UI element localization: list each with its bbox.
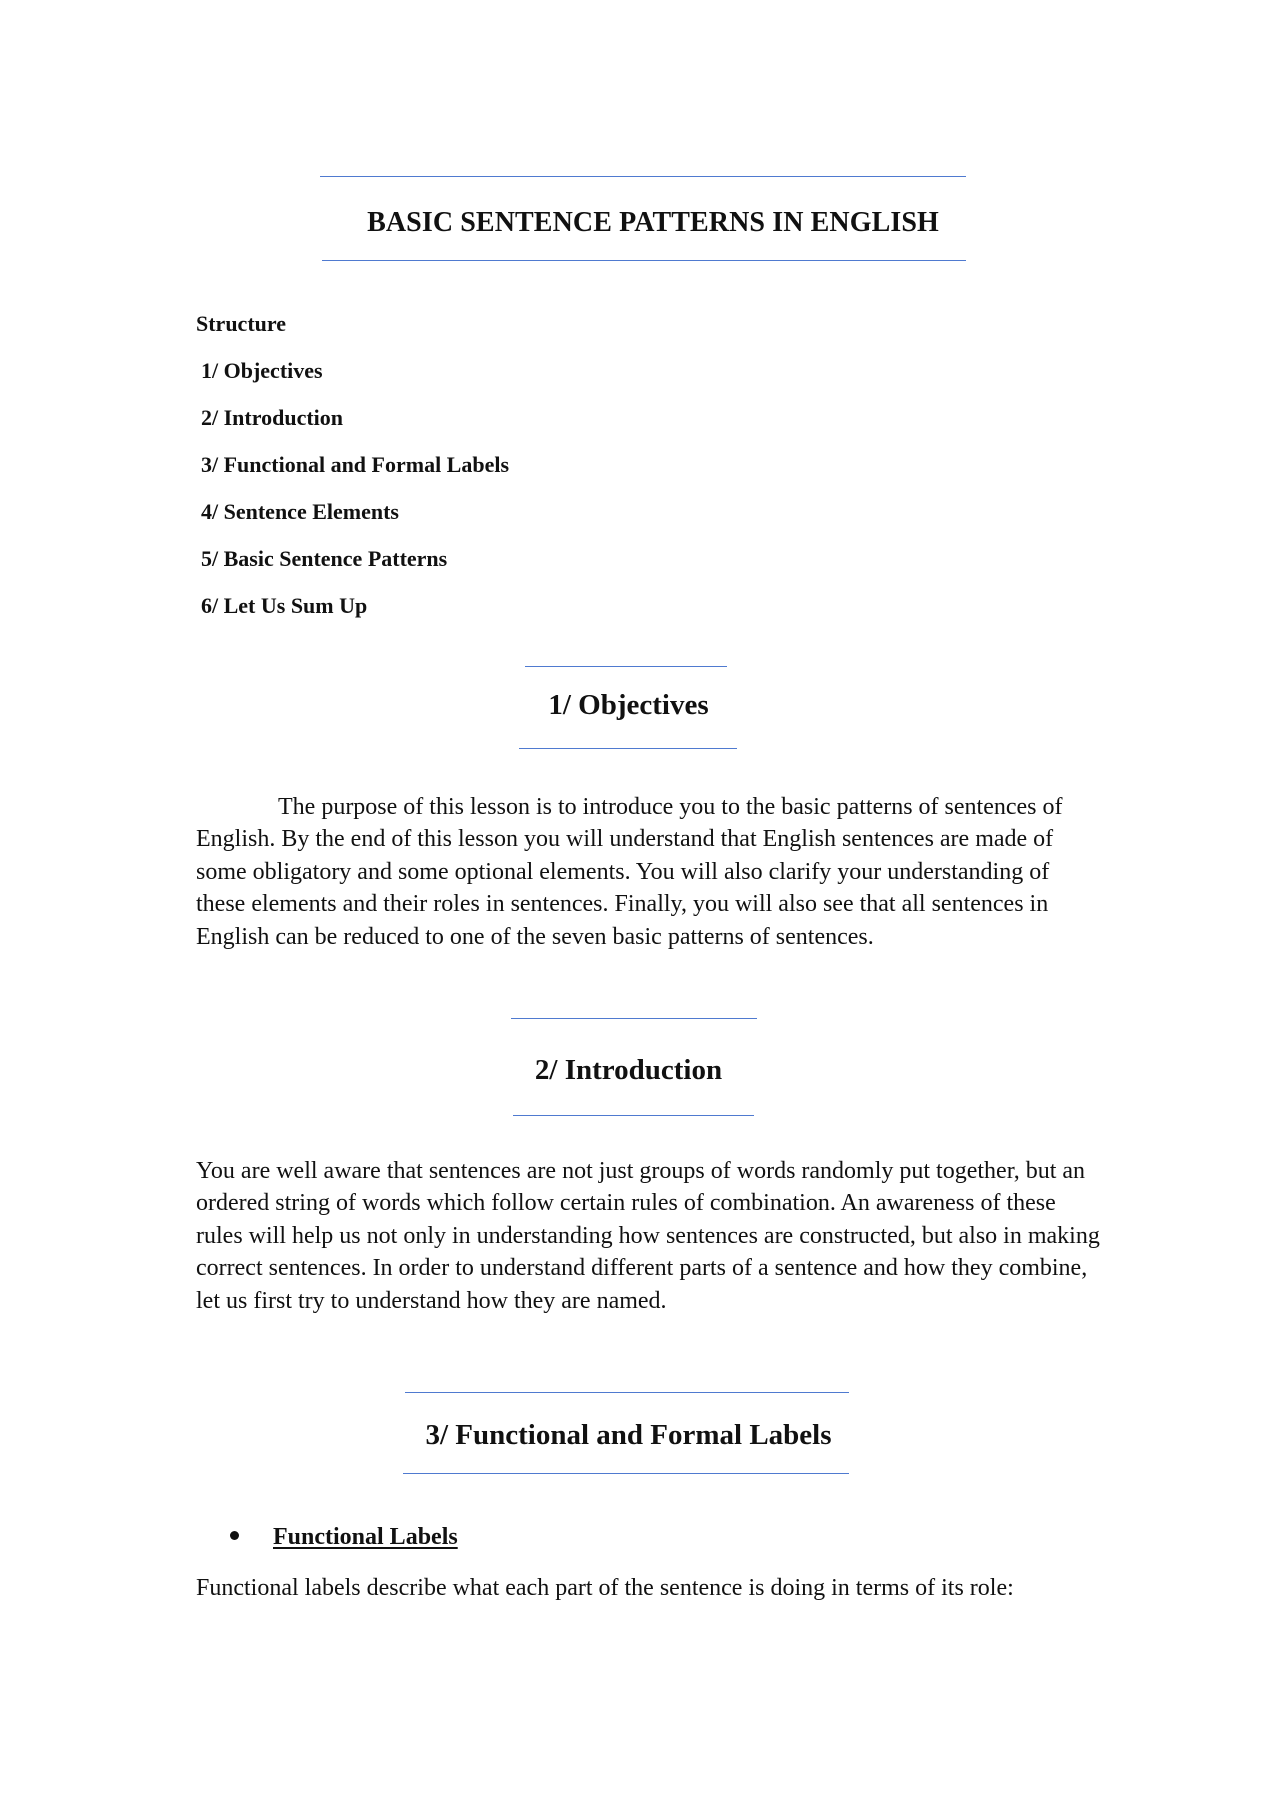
- structure-item-elements: 4/ Sentence Elements: [201, 499, 399, 524]
- structure-heading: Structure: [196, 311, 287, 336]
- objectives-paragraph: The purpose of this lesson is to introduce you to the basic patterns of sentences of English. By the end of this lesson you will understand that English sentences are made of some obligatory and some optional elements. You will also clarify your understanding of these elements and their roles in sentences. Finally, you will also see that all sentences in English can be reduced to one of the seven basic patterns of sentences.: [196, 794, 1063, 950]
- functional-labels-bullet: [230, 1524, 458, 1551]
- labels-rule-bottom: [403, 1473, 849, 1474]
- labels-heading: 3/ Functional and Formal Labels: [425, 1419, 832, 1451]
- structure-item-labels: 3/ Functional and Formal Labels: [201, 452, 510, 477]
- structure-list: [201, 358, 509, 640]
- objectives-rule-bottom: [519, 748, 737, 749]
- objectives-heading: 1/ Objectives: [548, 689, 709, 721]
- introduction-heading: 2/ Introduction: [534, 1054, 723, 1086]
- title-rule-bottom: [322, 260, 966, 261]
- introduction-rule-top: [511, 1018, 757, 1019]
- functional-labels-title: Functional Labels: [273, 1524, 458, 1550]
- bullet-dot-icon: [230, 1531, 239, 1540]
- title-rule-top: [320, 176, 966, 177]
- introduction-paragraph: You are well aware that sentences are not just groups of words randomly put together, but an ordered string of words which follow certain rules of combination. An awareness of these rules will help us not only in understanding how sentences are constructed, but also in making correct sentences. In order to understand different parts of a sentence and how they combine, let us first try to understand how they are named.: [196, 1158, 1100, 1314]
- structure-item-objectives: 1/ Objectives: [201, 358, 323, 383]
- introduction-rule-bottom: [513, 1115, 754, 1116]
- structure-item-introduction: 2/ Introduction: [201, 405, 344, 430]
- labels-rule-top: [405, 1392, 849, 1393]
- objectives-rule-top: [525, 666, 727, 667]
- labels-paragraph: Functional labels describe what each part of the sentence is doing in terms of its role:: [196, 1575, 1014, 1601]
- structure-item-sum-up: 6/ Let Us Sum Up: [201, 593, 368, 618]
- document-title: BASIC SENTENCE PATTERNS IN ENGLISH: [367, 207, 939, 238]
- structure-item-patterns: 5/ Basic Sentence Patterns: [201, 546, 448, 571]
